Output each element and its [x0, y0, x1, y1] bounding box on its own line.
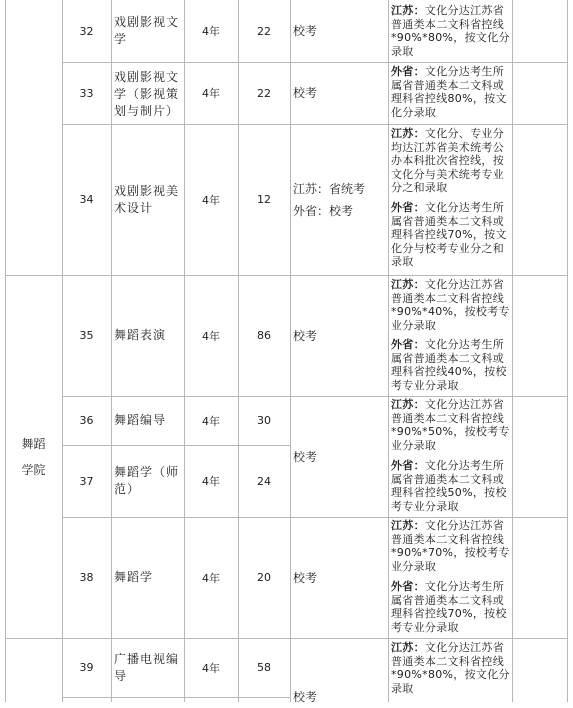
row-38-major: 舞蹈学: [114, 570, 154, 584]
note-text: 文化分、专业分均达江苏省美术统考公办本科批次省控线，按文化分与美术统考专业分之和录取: [391, 127, 505, 194]
row-34-number: 34: [79, 193, 94, 206]
admission-note-other-36: [389, 459, 512, 517]
note-label: 江苏：: [391, 398, 425, 411]
row-39-count: 58: [257, 661, 271, 674]
college-dance: [5, 275, 62, 638]
row-33-method: 校考: [293, 86, 318, 100]
row-33-years: 4年: [202, 87, 220, 100]
row-32-number: 32: [79, 24, 94, 38]
note-label: 外省：: [391, 459, 425, 472]
note-label: 江苏：: [391, 127, 425, 140]
note-label: 江苏：: [391, 519, 425, 532]
row-35-years: 4年: [202, 329, 220, 343]
row-36-number: 36: [79, 414, 94, 427]
note-text: 文化分达江苏省普通类本二文科省控线*90%*80%，按文化分录取: [391, 4, 510, 58]
row-39-number: 39: [79, 661, 94, 674]
note-text: 文化分达考生所属省普通类本二文科或理科省控线50%，按校考专业分录取: [391, 459, 507, 513]
row-34-major: 戏剧影视美术设计: [114, 183, 180, 215]
row-33-major: 戏剧影视文学（影视策划与制片）: [114, 69, 180, 118]
row-39-major: 广播电视编导: [114, 651, 180, 683]
row-37-years: 4年: [202, 475, 220, 488]
note-text: 文化分达江苏省普通类本二文科省控线*90%*80%，按文化分录取: [391, 641, 510, 695]
row-37-count: 24: [257, 474, 271, 488]
row-32-years: 4年: [202, 25, 220, 38]
row-39-years: 4年: [202, 661, 220, 675]
note-label: 外省：: [391, 580, 425, 593]
note-text: 文化分达考生所属省普通类本二文科或理科省控线40%，按校考专业分录取: [391, 338, 507, 392]
note-label: 江苏：: [391, 641, 425, 654]
row-34-years: 4年: [202, 193, 220, 207]
row-38-count: 20: [257, 571, 271, 584]
row-36-years: 4年: [202, 414, 220, 428]
admission-note-jiangsu-38: [389, 519, 512, 577]
note-label: 江苏：: [391, 4, 425, 17]
row-33-count: 22: [257, 86, 271, 100]
note-label: 外省：: [391, 65, 425, 78]
row-32-major: 戏剧影视文学: [114, 15, 180, 46]
note-label: 江苏：: [391, 278, 425, 291]
row-35-major: 舞蹈表演: [114, 328, 167, 342]
row-33-number: 33: [79, 86, 94, 100]
row-38-number: 38: [79, 571, 94, 584]
row-36-37-method: 校考: [293, 449, 318, 464]
admission-note-other-34: [389, 201, 512, 275]
admission-note-other-35: [389, 338, 512, 396]
row-34-method: [291, 124, 388, 275]
row-38-years: 4年: [202, 571, 220, 585]
row-36-count: 30: [257, 414, 271, 427]
row-38-method: 校考: [293, 570, 318, 585]
row-39-method: 校考: [293, 690, 318, 704]
note-label: 外省：: [391, 201, 425, 214]
row-32-method: 校考: [293, 24, 318, 38]
note-text: 文化分达江苏省普通类本二文科省控线*90%*40%，按校考专业分录取: [391, 278, 510, 332]
col-line-8: [567, 0, 568, 702]
note-text: 文化分达考生所属省普通类本二文科或理科省控线70%，按校考专业分录取: [391, 580, 507, 634]
note-text: 文化分达考生所属省普通类本二文科或理科省控线80%，按文化分录取: [391, 65, 507, 119]
row-line-697: [62, 697, 291, 698]
note-text: 文化分达江苏省普通类本二文科省控线*90%*50%，按校考专业分录取: [391, 398, 510, 452]
row-36-major: 舞蹈编导: [114, 413, 167, 427]
col-line-7: [512, 0, 513, 702]
college-name-line2: 学院: [21, 462, 46, 477]
admission-note-other-38: [389, 580, 512, 638]
row-37-major: 舞蹈学（师范）: [114, 465, 180, 496]
admission-note-jiangsu-36: [389, 398, 512, 456]
admission-note-other-33: [389, 65, 512, 123]
admission-note-jiangsu-39: [389, 641, 512, 699]
admission-note-jiangsu-34: [389, 127, 512, 201]
row-35-method: 校考: [293, 328, 318, 343]
row-34-count: 12: [257, 193, 271, 206]
row-35-count: 86: [257, 329, 271, 342]
row-32-count: 22: [257, 24, 271, 38]
row-37-number: 37: [79, 474, 94, 488]
admission-note-jiangsu-35: [389, 278, 512, 336]
admission-note-jiangsu-32: [389, 4, 512, 62]
method-jiangsu: 江苏：省统考: [293, 181, 366, 196]
college-name-line1: 舞蹈: [21, 436, 46, 451]
method-other: 外省：校考: [293, 203, 354, 218]
note-text: 文化分达江苏省普通类本二文科省控线*90%*70%，按校考专业分录取: [391, 519, 510, 573]
note-text: 文化分达考生所属省普通类本二文科或理科省控线70%，按文化分与校考专业分之和录取: [391, 201, 507, 268]
note-label: 外省：: [391, 338, 425, 351]
row-35-number: 35: [79, 329, 94, 342]
